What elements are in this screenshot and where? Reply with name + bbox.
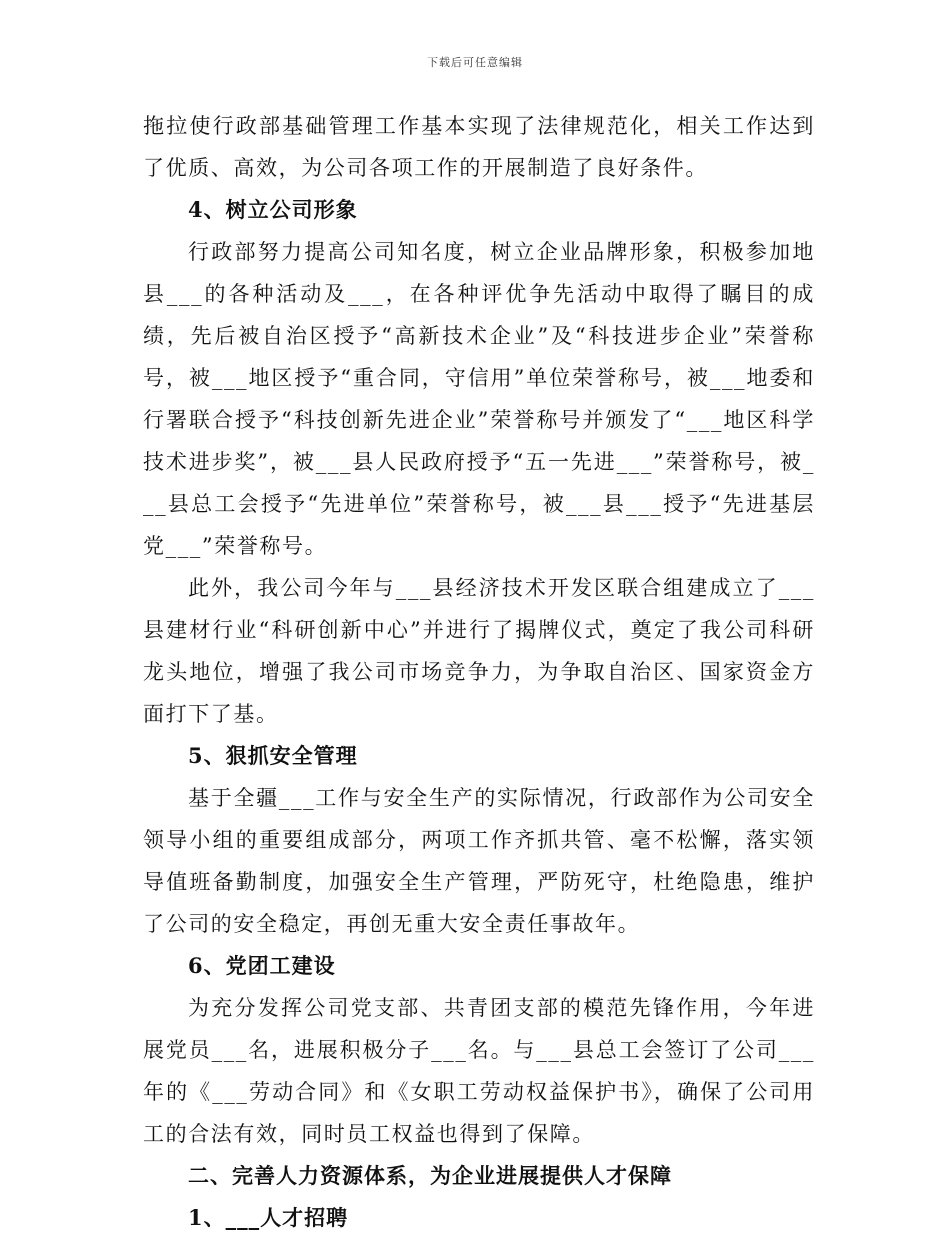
paragraph-safety: 基于全疆___工作与安全生产的实际情况，行政部作为公司安全领导小组的重要组成部分，两项工作齐抓共管、毫不松懈，落实领导值班备勤制度，加强安全生产管理，严防死守，杜绝隐患，维护了公司的安全稳定，再创无重大安全责任事故年。 [143, 786, 815, 936]
heading-safety-management: 5、狠抓安全管理 [188, 743, 358, 768]
paragraph-research-center: 此外，我公司今年与___县经济技术开发区联合组建成立了___县建材行业“科研创新中心”并进行了揭牌仪式，奠定了我公司科研龙头地位，增强了我公司市场竞争力，为争取自治区、国家资金方面打下了基。 [143, 576, 815, 726]
heading-talent-recruitment: 1、___人才招聘 [188, 1205, 349, 1230]
heading-party-building: 6、党团工建设 [188, 953, 336, 978]
page-header-note: 下载后可任意编辑 [427, 56, 523, 69]
paragraph-party: 为充分发挥公司党支部、共青团支部的模范先锋作用，今年进展党员___名，进展积极分子___名。与___县总工会签订了公司___年的《___劳动合同》和《女职工劳动权益保护书》，确保了公司用工的合法有效，同时员工权益也得到了保障。 [143, 996, 815, 1146]
document-body [143, 105, 815, 1239]
heading-section-hr: 二、完善人力资源体系，为企业进展提供人才保障 [188, 1163, 672, 1188]
paragraph-continuation: 拖拉使行政部基础管理工作基本实现了法律规范化，相关工作达到了优质、高效，为公司各项工作的开展制造了良好条件。 [143, 114, 815, 180]
heading-company-image: 4、树立公司形象 [188, 197, 358, 222]
paragraph-honors: 行政部努力提高公司知名度，树立企业品牌形象，积极参加地县___的各种活动及___，在各种评优争先活动中取得了瞩目的成绩，先后被自治区授予“高新技术企业”及“科技进步企业”荣誉称号，被___地区授予“重合同，守信用”单位荣誉称号，被___地委和行署联合授予“科技创新先进企业”荣誉称号并颁发了“___地区科学技术进步奖”，被___县人民政府授予“五一先进___”荣誉称号，被___县总工会授予“先进单位”荣誉称号，被___县___授予“先进基层党___”荣誉称号。 [143, 240, 815, 558]
